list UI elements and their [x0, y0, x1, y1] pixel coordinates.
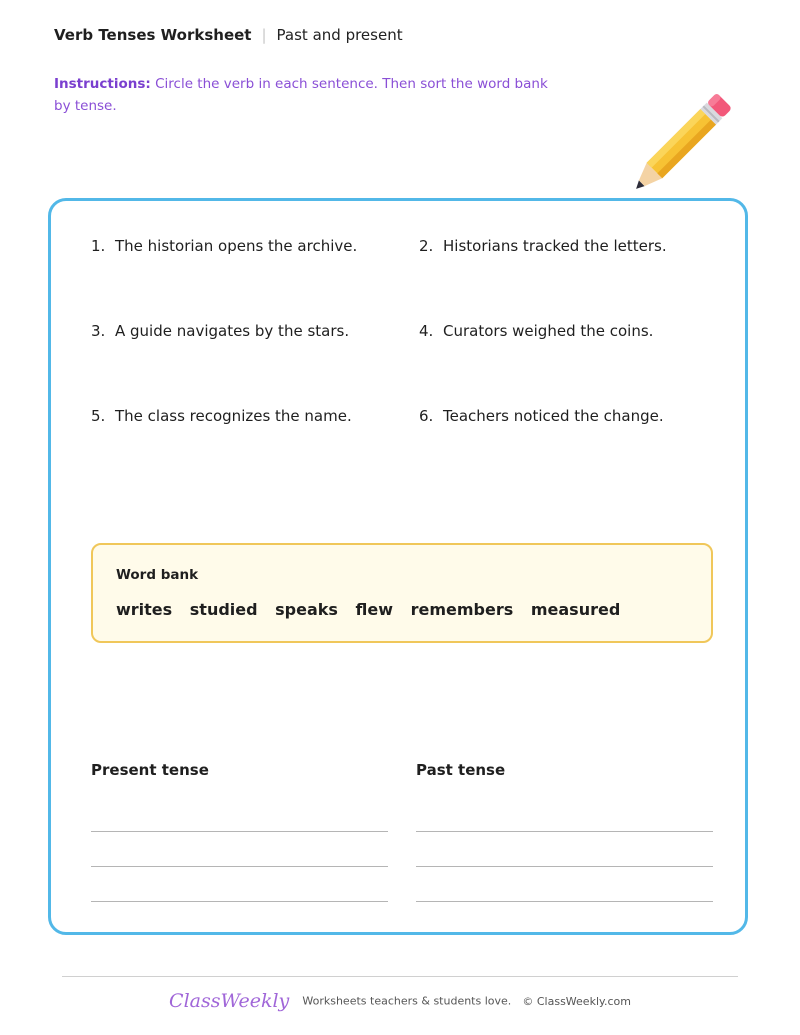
answer-line[interactable]: [91, 901, 388, 902]
instructions-text: Circle the verb in each sentence. Then sort the word bank by tense.: [54, 76, 548, 114]
sentence-item: [91, 322, 391, 340]
exercise-panel: [48, 198, 748, 935]
sentence-number: 2.: [419, 237, 434, 255]
pencil-icon: [625, 78, 750, 198]
footer-tagline: Worksheets teachers & students love.: [302, 994, 512, 1008]
footer: [0, 990, 800, 1012]
instructions-lead: Instructions:: [54, 76, 151, 92]
word-bank-word[interactable]: studied: [189, 600, 258, 619]
sentence-text[interactable]: The historian opens the archive.: [115, 237, 358, 255]
header-separator: |: [261, 26, 267, 44]
sentence-item: [419, 237, 719, 255]
sentence-item: [419, 322, 719, 340]
sentence-number: 5.: [91, 407, 106, 425]
answer-line[interactable]: [91, 831, 388, 832]
answer-line[interactable]: [91, 866, 388, 867]
sentence-number: 4.: [419, 322, 434, 340]
word-bank-word[interactable]: flew: [355, 600, 394, 619]
answer-line[interactable]: [416, 866, 713, 867]
brand-logo: ClassWeekly: [169, 990, 290, 1012]
instructions: [54, 73, 554, 117]
sentence-item: [91, 407, 391, 425]
sentence-text[interactable]: Historians tracked the letters.: [443, 237, 667, 255]
sentence-text[interactable]: The class recognizes the name.: [115, 407, 352, 425]
past-tense-column: [416, 761, 713, 779]
sentence-item: [91, 237, 391, 255]
footer-divider: [62, 976, 738, 977]
past-tense-title: Past tense: [416, 761, 506, 779]
worksheet-subtitle: Past and present: [276, 26, 403, 44]
word-bank-word[interactable]: writes: [116, 600, 173, 619]
worksheet-title: Verb Tenses Worksheet: [54, 26, 252, 44]
sentence-number: 1.: [91, 237, 106, 255]
word-bank-word[interactable]: speaks: [275, 600, 338, 619]
sentence-text[interactable]: A guide navigates by the stars.: [115, 322, 350, 340]
sentence-item: [419, 407, 719, 425]
sentence-text[interactable]: Curators weighed the coins.: [443, 322, 654, 340]
answer-line[interactable]: [416, 831, 713, 832]
present-tense-title: Present tense: [91, 761, 209, 779]
word-bank-words: [116, 600, 632, 619]
present-tense-column: [91, 761, 388, 779]
worksheet-header: [54, 26, 403, 44]
sentence-text[interactable]: Teachers noticed the change.: [443, 407, 664, 425]
word-bank: [91, 543, 713, 643]
answer-line[interactable]: [416, 901, 713, 902]
footer-copyright: © ClassWeekly.com: [522, 994, 631, 1008]
sentence-number: 3.: [91, 322, 106, 340]
word-bank-title: Word bank: [116, 567, 199, 583]
word-bank-word[interactable]: remembers: [410, 600, 514, 619]
word-bank-word[interactable]: measured: [530, 600, 621, 619]
sentence-number: 6.: [419, 407, 434, 425]
